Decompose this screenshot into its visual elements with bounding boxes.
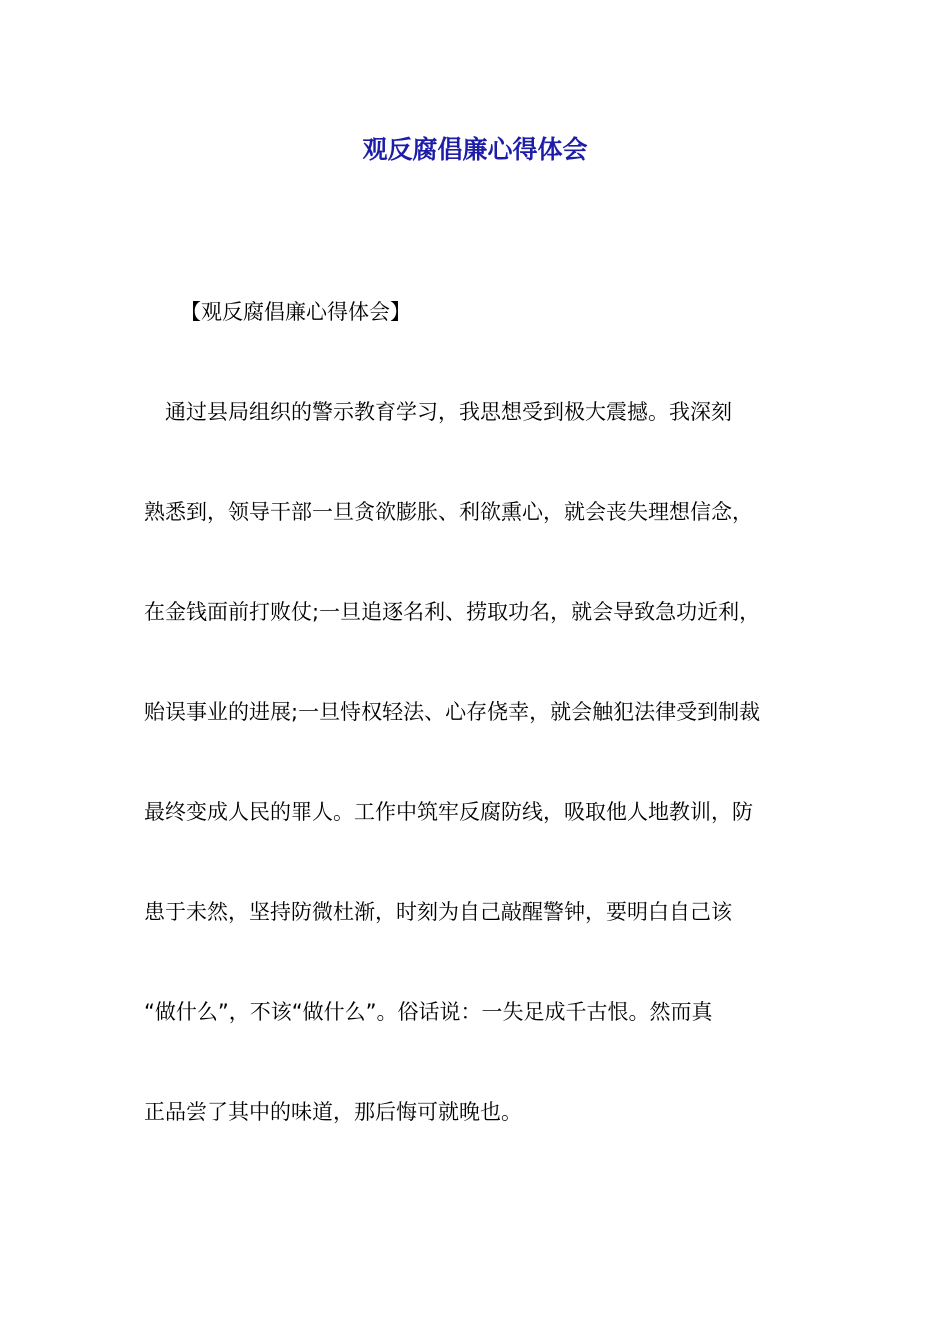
body-line-2: 熟悉到，领导干部一旦贪欲膨胀、利欲熏心，就会丧失理想信念， <box>144 500 753 524</box>
document-title: 观反腐倡廉心得体会 <box>362 135 588 164</box>
body-line-5: 最终变成人民的罪人。工作中筑牢反腐防线，吸取他人地教训，防 <box>144 800 753 824</box>
body-line-7: “做什么”，不该“做什么”。俗话说：一失足成千古恨。然而真 <box>144 1000 713 1024</box>
section-heading: 【观反腐倡廉心得体会】 <box>180 300 411 324</box>
body-line-1: 通过县局组织的警示教育学习，我思想受到极大震撼。我深刻 <box>144 400 732 424</box>
body-line-4: 贻误事业的进展;一旦恃权轻法、心存侥幸，就会触犯法律受到制裁 <box>144 700 761 724</box>
body-line-3: 在金钱面前打败仗;一旦追逐名利、捞取功名，就会导致急功近利， <box>144 600 761 624</box>
body-line-8: 正品尝了其中的味道，那后悔可就晚也。 <box>144 1100 522 1124</box>
body-line-6: 患于未然，坚持防微杜渐，时刻为自己敲醒警钟，要明白自己该 <box>144 900 732 924</box>
